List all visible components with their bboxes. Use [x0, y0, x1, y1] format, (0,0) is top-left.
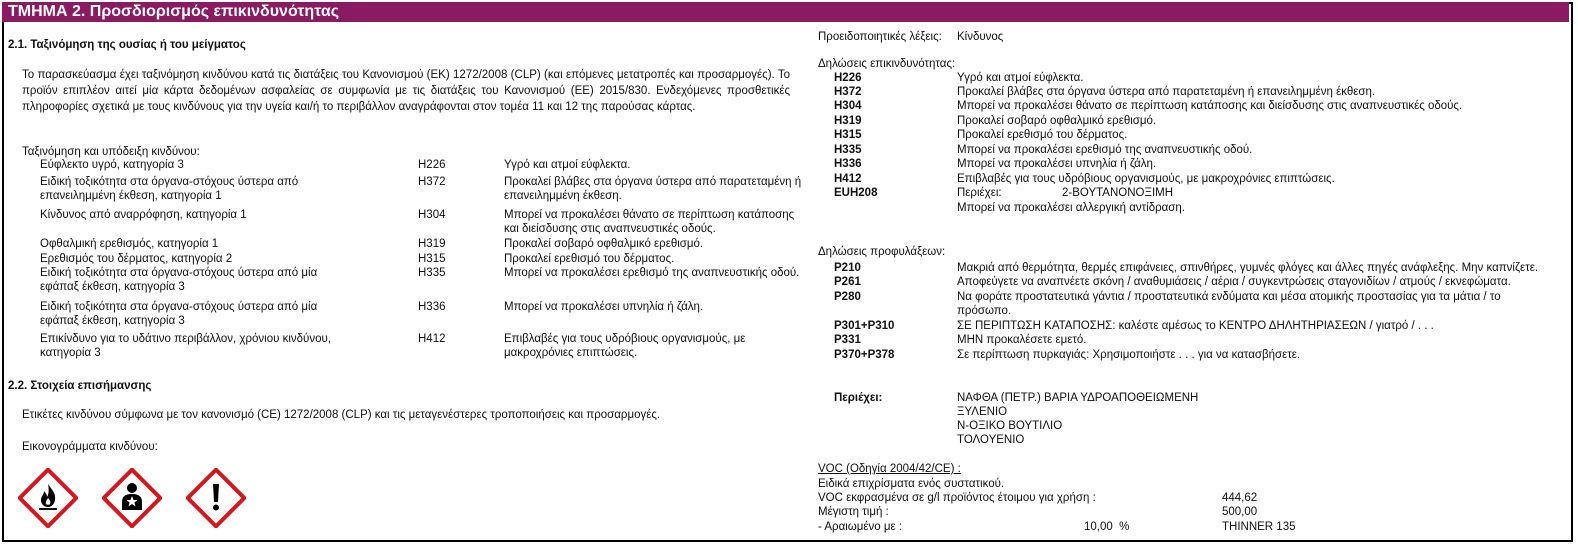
euh-text: Μπορεί να προκαλέσει αλλεργική αντίδραση. [957, 202, 1185, 214]
hazard-statement: Προκαλεί σοβαρό οφθαλμικό ερεθισμό. [504, 238, 704, 250]
hazard-code: H412 [418, 333, 446, 345]
hazard-statement: Προκαλεί βλάβες στα όργανα ύστερα από παρατεταμένη ή επανειλημμένη έκθεση. [504, 176, 802, 202]
h-text: Μπορεί να προκαλέσει ερεθισμό της αναπνευστικής οδού. [957, 144, 1253, 156]
hazard-code: H336 [418, 301, 446, 313]
substance: ΝΑΦΘΑ (ΠΕΤΡ.) ΒΑΡΙΑ ΥΔΡΟΑΠΟΘΕΙΩΜΕΝΗ [957, 392, 1199, 404]
p-code: P280 [834, 291, 861, 303]
hazard-class: Ερεθισμός του δέρματος, κατηγορία 2 [40, 253, 233, 265]
hazard-statement: Επιβλαβές για τους υδρόβιους οργανισμούς, με μακροχρόνιες επιπτώσεις. [504, 333, 746, 359]
classification-label: Ταξινόμηση και υπόδειξη κινδύνου: [22, 146, 200, 158]
p-code: P331 [834, 334, 861, 346]
h-code: H412 [834, 173, 862, 185]
hazard-code: H315 [418, 253, 446, 265]
hazard-class: Κίνδυνος από αναρρόφηση, κατηγορία 1 [40, 209, 247, 221]
heading-2-2: 2.2. Στοιχεία επισήμανσης [8, 380, 152, 392]
hazard-statement: Μπορεί να προκαλέσει υπνηλία ή ζάλη. [504, 301, 704, 313]
precautions-label: Δηλώσεις προφυλάξεων: [818, 246, 946, 258]
voc-row-label: - Αραιωμένο με : [818, 521, 903, 533]
h-code: H336 [834, 158, 862, 170]
hazard-statements-label: Δηλώσεις επικινδυνότητας: [818, 58, 956, 70]
hazard-class: Οφθαλμική ερεθισμός, κατηγορία 1 [40, 238, 219, 250]
substance: ΤΟΛΟΥΕΝΙΟ [957, 434, 1025, 446]
hazard-code: H226 [418, 159, 446, 171]
h-text: Επιβλαβές για τους υδρόβιους οργανισμούς, με μακροχρόνιες επιπτώσεις. [957, 173, 1335, 185]
h-text: Μπορεί να προκαλέσει θάνατο σε περίπτωση κατάποσης και διείσδυσης στις αναπνευστικές οδούς. [957, 100, 1463, 112]
hazard-statement: Μπορεί να προκαλέσει ερεθισμό της αναπνευστικής οδού. [504, 267, 800, 279]
h-code: H335 [834, 144, 862, 156]
h-code: H315 [834, 129, 862, 141]
health-hazard-icon [102, 468, 162, 528]
p-code: P301+P310 [834, 320, 895, 332]
p-text: Σε περίπτωση πυρκαγιάς: Χρησιμοποιήστε . . . για να κατασβήσετε. [957, 349, 1301, 361]
hazard-statement: Μπορεί να προκαλέσει θάνατο σε περίπτωση κατάποσης και διείσδυσης στις αναπνευστικές οδούς. [504, 209, 795, 235]
substance: ΞΥΛΕΝΙΟ [957, 406, 1008, 418]
section-title: ΤΜΗΜΑ 2. Προσδιορισμός επικινδυνότητας [2, 2, 1569, 22]
signal-word-value: Κίνδυνος [957, 31, 1004, 43]
voc-row-mid: 10,00 % [1084, 521, 1130, 533]
voc-row-value: 444,62 [1222, 492, 1258, 504]
contains-label: Περιέχει: [834, 392, 883, 404]
h-code: H319 [834, 115, 862, 127]
p-code: P370+P378 [834, 349, 895, 361]
euh-label: Περιέχει: [957, 187, 1002, 199]
hazard-class: Ειδική τοξικότητα στα όργανα-στόχους ύστερα από μία εφάπαξ έκθεση, κατηγορία 3 [40, 301, 318, 327]
voc-row-label: Μέγιστη τιμή : [818, 506, 889, 518]
p-text: ΜΗΝ προκαλέσετε εμετό. [957, 334, 1087, 346]
h-code: H226 [834, 72, 862, 84]
voc-description: Ειδικά επιχρίσματα ενός συστατικού. [818, 478, 1005, 490]
hazard-code: H372 [418, 176, 446, 188]
p-code: P261 [834, 276, 861, 288]
hazard-class: Ειδική τοξικότητα στα όργανα-στόχους ύστερα από επανειλημμένη έκθεση, κατηγορία 1 [40, 176, 299, 202]
h-code: H372 [834, 86, 862, 98]
euh-substance: 2-ΒΟΥΤΑΝΟΝΟΞΙΜΗ [1062, 187, 1174, 199]
p-text: Αποφεύγετε να αναπνέετε σκόνη / αναθυμιάσεις / αέρια / συγκεντρώσεις σταγονιδίων / ατμούς / εκνεφώματα. [957, 276, 1511, 288]
p-text: ΣΕ ΠΕΡΙΠΤΩΣΗ ΚΑΤΑΠΟΣΗΣ: καλέστε αμέσως το ΚΕΝΤΡΟ ΔΗΛΗΤΗΡΙΑΣΕΩΝ / γιατρό / . . . [957, 320, 1434, 332]
hazard-code: H304 [418, 209, 446, 221]
hazard-statement: Υγρό και ατμοί εύφλεκτα. [504, 159, 631, 171]
flame-icon [18, 468, 78, 528]
h-text: Προκαλεί βλάβες στα όργανα ύστερα από παρατεταμένη ή επανειλημμένη έκθεση. [957, 86, 1376, 98]
voc-row-value: THINNER 135 [1222, 521, 1296, 533]
pictograms-label: Εικονογράμματα κινδύνου: [22, 441, 158, 453]
substance: Ν-ΟΞΙΚΟ ΒΟΥΤΙΛΙΟ [957, 420, 1063, 432]
p-text: Μακριά από θερμότητα, θερμές επιφάνειες, σπινθήρες, γυμνές φλόγες και άλλες πηγές ανάφλεξης. Μην καπνίζετε. [957, 262, 1539, 274]
hazard-class: Ειδική τοξικότητα στα όργανα-στόχους ύστερα από μία εφάπαξ έκθεση, κατηγορία 3 [40, 267, 318, 293]
voc-row-label: VOC εκφρασμένα σε g/l προϊόντος έτοιμου για χρήση : [818, 492, 1096, 504]
h-code: H304 [834, 100, 862, 112]
voc-row-value: 500,00 [1222, 506, 1258, 518]
h-text: Προκαλεί σοβαρό οφθαλμικό ερεθισμό. [957, 115, 1157, 127]
classification-intro: Το παρασκεύασμα έχει ταξινόμηση κινδύνου κατά τις διατάξεις του Κανονισμού (ΕΚ) 1272/2008 (CLP) (και επόμενες μετατροπές και προσαρμογές). Το προϊόν επιπλέον αιτεί μία κάρτα δεδομένων ασφαλείας σε συμφωνία με τις διατάξεις του Κανονισμού (ΕΕ) 2015/830. Ενδεχόμενες προσθετικές πληροφορίες σχετικά με τους κινδύνους για την υγεία και/ή το περιβάλλον αναγράφονται στον τομέα 11 και 12 της παρούσας κάρτας. [22, 69, 790, 114]
voc-title: VOC (Οδηγία 2004/42/CE) : [818, 463, 961, 475]
exclamation-icon [186, 468, 246, 528]
euh-code: EUH208 [834, 187, 878, 199]
h-text: Μπορεί να προκαλέσει υπνηλία ή ζάλη. [957, 158, 1157, 170]
hazard-statement: Προκαλεί ερεθισμό του δέρματος. [504, 253, 675, 265]
hazard-class: Εύφλεκτο υγρό, κατηγορία 3 [40, 159, 184, 171]
signal-word-label: Προειδοποιητικές λέξεις: [818, 31, 942, 43]
h-text: Προκαλεί ερεθισμό του δέρματος. [957, 129, 1128, 141]
labels-text: Ετικέτες κινδύνου σύμφωνα με τον κανονισμό (CE) 1272/2008 (CLP) και τις μεταγενέστερες τροποποιήσεις και προσαρμογές. [22, 409, 661, 421]
hazard-class: Επικίνδυνο για το υδάτινο περιβάλλον, χρόνιου κινδύνου, κατηγορία 3 [40, 333, 331, 359]
hazard-code: H335 [418, 267, 446, 279]
p-code: P210 [834, 262, 861, 274]
p-text: Να φοράτε προστατευτικά γάντια / προστατευτικά ενδύματα και μέσα ατομικής προστασίας για τα μάτια / το πρόσωπο. [957, 291, 1501, 317]
heading-2-1: 2.1. Ταξινόμηση της ουσίας ή του μείγματος [8, 39, 246, 51]
hazard-code: H319 [418, 238, 446, 250]
h-text: Υγρό και ατμοί εύφλεκτα. [957, 72, 1084, 84]
